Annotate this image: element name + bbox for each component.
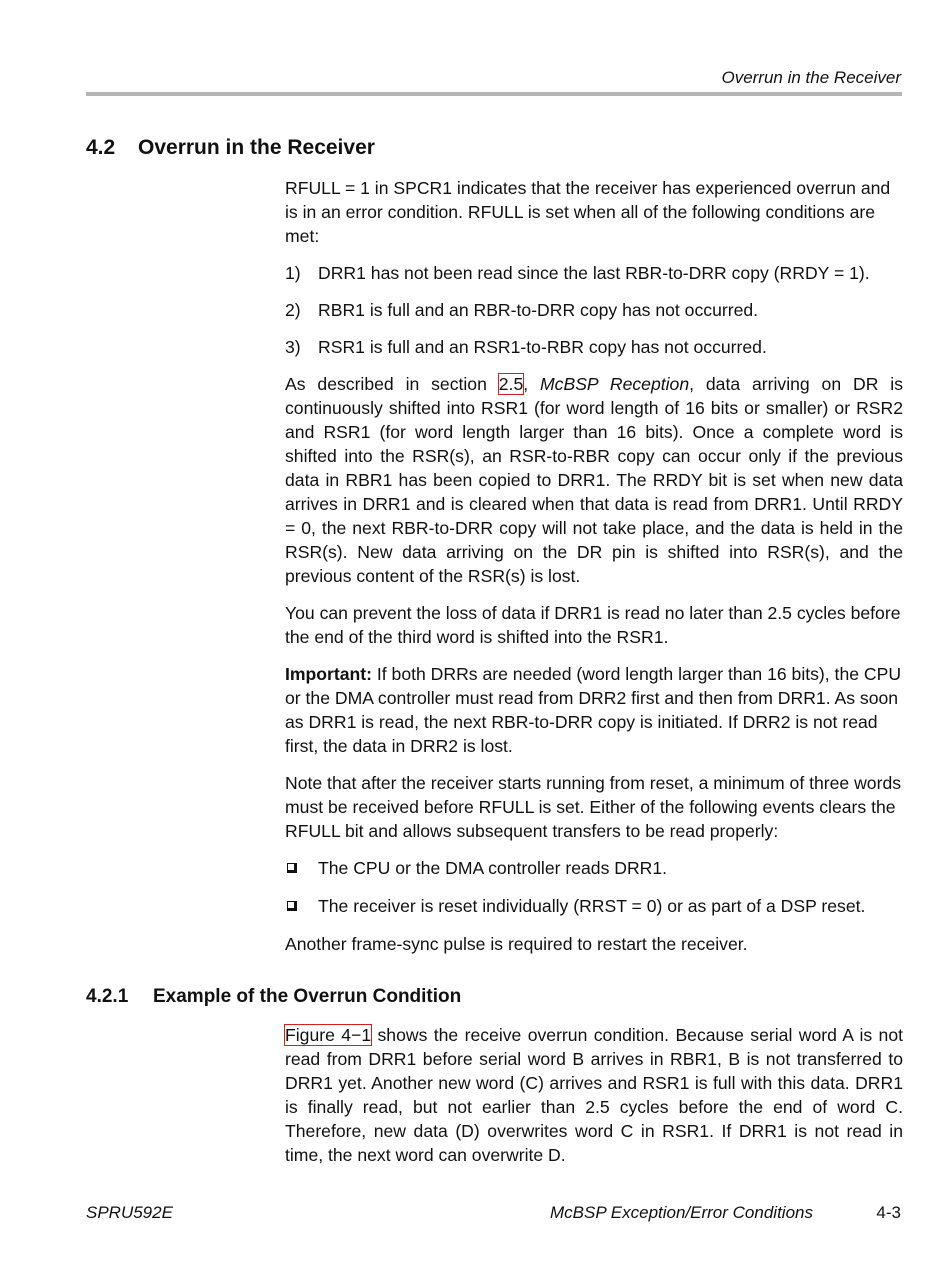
- condition-number: 3): [285, 337, 301, 357]
- bullet-item: [285, 894, 903, 918]
- important-paragraph: [285, 662, 903, 758]
- footer-doc-id: SPRU592E: [86, 1203, 173, 1222]
- checkbox-bullet-icon: [285, 894, 318, 918]
- checkbox-bullet-icon: [285, 856, 318, 880]
- bullet-text: The receiver is reset individually (RRST = 0) or as part of a DSP reset.: [318, 896, 866, 916]
- bullet-text: The CPU or the DMA controller reads DRR1.: [318, 858, 668, 878]
- figure-4-1-link[interactable]: Figure 4−1: [285, 1025, 372, 1045]
- footer-page-number: 4-3: [876, 1203, 901, 1222]
- reception-rest: , data arriving on DR is continuously shifted into RSR1 (for word length of 16 bits or smaller) or RSR2 and RSR1 (for word length larger than 16 bits). Once a complete word is shifted into the RSR(s), an RSR-to-RBR copy can occur only if the previous data in RBR1 has been copied to DRR1. The RRDY bit is set when new data arrives in DRR1 and is cleared when that data is read from DRR1. Until RRDY = 0, the next RBR-to-DRR copy will not take place, and the data is held in the RSR(s). New data arriving on the DR pin is shifted into RSR(s), and the previous content of the RSR(s) is lost.: [285, 374, 903, 586]
- important-label: Important:: [285, 664, 372, 684]
- restart-paragraph: Another frame-sync pulse is required to restart the receiver.: [285, 934, 748, 954]
- prevent-paragraph: You can prevent the loss of data if DRR1 is read no later than 2.5 cycles before the end of the third word is shifted into the RSR1.: [285, 603, 901, 647]
- section-body: [285, 176, 903, 956]
- bullet-item: [285, 856, 903, 880]
- section-heading: [86, 136, 375, 160]
- footer-chapter-title: McBSP Exception/Error Conditions: [550, 1203, 813, 1222]
- reception-paragraph: [285, 372, 903, 588]
- intro-paragraph: RFULL = 1 in SPCR1 indicates that the receiver has experienced overrun and is in an error condition. RFULL is set when all of the following conditions are met:: [285, 178, 891, 246]
- subsection-title: Example of the Overrun Condition: [153, 986, 462, 1007]
- subsection-number: 4.2.1: [86, 986, 129, 1007]
- section-2-5-link[interactable]: 2.5: [498, 374, 524, 394]
- reception-sep: ,: [523, 374, 540, 394]
- example-paragraph: [285, 1023, 903, 1167]
- subsection-heading: [86, 986, 461, 1008]
- subsection-body: [285, 1023, 903, 1167]
- condition-item: [285, 261, 903, 285]
- condition-number: 2): [285, 300, 301, 320]
- condition-text: RSR1 is full and an RSR1-to-RBR copy has not occurred.: [318, 337, 767, 357]
- condition-text: DRR1 has not been read since the last RBR-to-DRR copy (RRDY = 1).: [318, 263, 870, 283]
- condition-item: [285, 298, 903, 322]
- running-head: Overrun in the Receiver: [721, 68, 901, 87]
- condition-number: 1): [285, 263, 301, 283]
- important-text: If both DRRs are needed (word length larger than 16 bits), the CPU or the DMA controller must read from DRR2 first and then from DRR1. As soon as DRR1 is read, the next RBR-to-DRR copy is initiated. If DRR2 is not read first, the data in DRR2 is lost.: [285, 664, 902, 756]
- example-text: shows the receive overrun condition. Because serial word A is not read from DRR1 before serial word B arrives in RBR1, B is not transferred to DRR1 yet. Another new word (C) arrives and RSR1 is full with this data. DRR1 is finally read, but not earlier than 2.5 cycles before the end of word C. Therefore, new data (D) overwrites word C in RSR1. If DRR1 is not read in time, the next word can overwrite D.: [285, 1025, 903, 1165]
- reception-ref-title: McBSP Reception: [540, 374, 690, 394]
- section-number: 4.2: [86, 136, 116, 159]
- condition-text: RBR1 is full and an RBR-to-DRR copy has not occurred.: [318, 300, 759, 320]
- reception-lead: As described in section: [285, 374, 499, 394]
- section-title: Overrun in the Receiver: [138, 136, 375, 159]
- note-paragraph: Note that after the receiver starts running from reset, a minimum of three words must be received before RFULL is set. Either of the following events clears the RFULL bit and allows subsequent transfers to be read properly:: [285, 773, 902, 841]
- header-rule: [86, 92, 902, 96]
- condition-item: [285, 335, 903, 359]
